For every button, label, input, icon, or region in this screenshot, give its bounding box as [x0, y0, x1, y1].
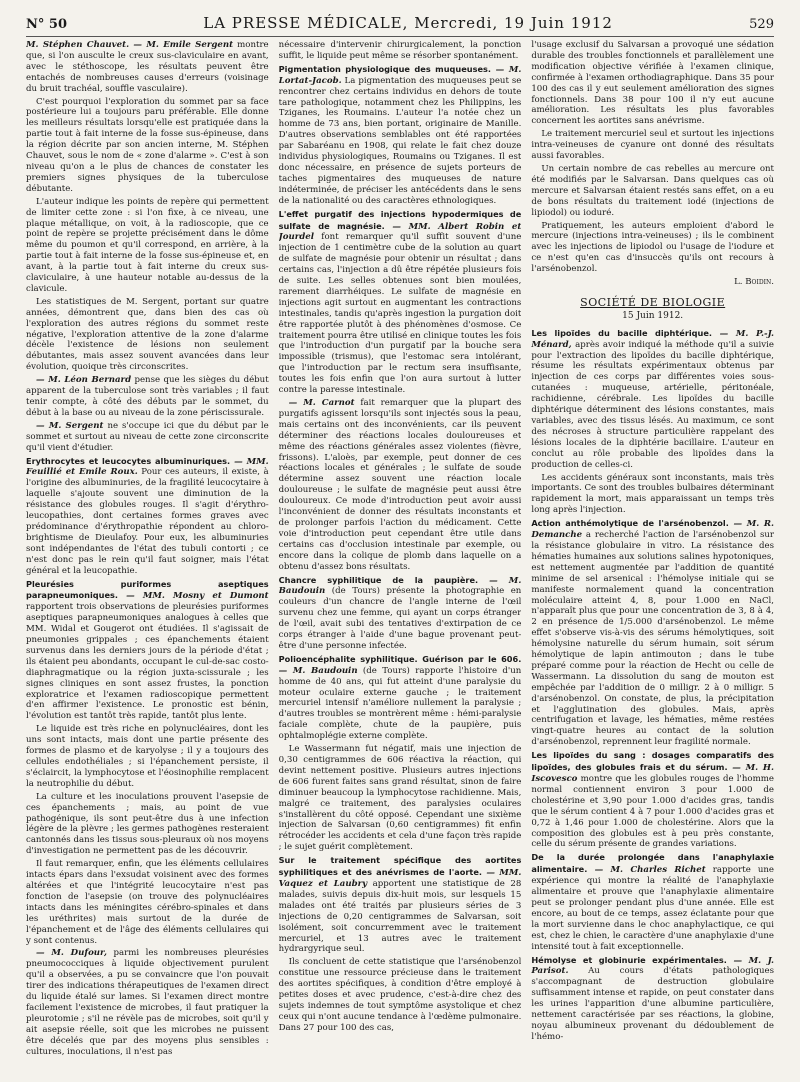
author-names: — M. Sergent	[36, 420, 104, 431]
report-heading: Action anthémolytique de l'arsénobenzol.	[531, 518, 729, 529]
issue-number: N° 50	[26, 17, 67, 32]
author-names: — M. Léon Bernard	[36, 375, 132, 386]
paragraph	[26, 375, 269, 419]
author-names: — MM. Albert Robin et Jourdel	[278, 221, 522, 243]
paragraph-text: L'auteur indique les points de repère qui permettent de limiter cette zone : si l'on fixe, à ce niveau, une plaque métallique, on voit, à la radioscopie, que ce point de repère se projette précisément dans le dôme même du poumon et qu'il correspond, en arrière, à la partie tout à fait interne de la fosse sus-épineuse et, en avant, à la partie tout à fait interne du creux sus-claviculaire, à une hauteur notable au-dessus de la clavicule.	[26, 196, 269, 294]
paragraph-text: montre que, si l'on ausculte le creux sus-claviculaire en avant, avec le stéthoscope, les résultats peuvent être entachés de nombreuses causes d'erreurs (voisinage du bruit trachéal, souffle vasculaire).	[26, 40, 269, 94]
paragraph	[531, 40, 774, 127]
paragraph	[26, 792, 269, 857]
paragraph	[531, 473, 774, 517]
author-names: — MM. Feuillié et Emile Roux.	[26, 456, 269, 478]
paragraph	[531, 221, 774, 276]
paragraph-text: (de Tours) rapporte l'histoire d'un homme de 40 ans, qui fut atteint d'une paralysie du moteur oculaire externe gauche ; le traitement mercuriel intensif n'améliore nullement la paralysie ; d'autres troubles se montrèrent même : hémi-paralysie faciale complète, chute de la paupière, puis ophtalmoplégie externe complète.	[278, 665, 522, 742]
journal-name: LA PRESSE MÉDICALE,	[203, 14, 409, 32]
report-paragraph	[279, 64, 522, 207]
author-names: — M. H. Iscovesco	[531, 763, 774, 784]
report-paragraph	[279, 855, 522, 955]
paragraph	[26, 948, 269, 1057]
paragraph-text: nécessaire d'intervenir chirurgicalement, la ponction suffit, le liquide peut même se résorber spontanément.	[278, 40, 522, 61]
paragraph-text: apportent une statistique de 28 malades, suivis depuis dix-huit mois, sur lesquels 15 malades ont été traités par plusieurs séries de 3 injections de 0,20 centigrammes de Salvarsan, soit isolément, soit concurremment avec le traitement mercuriel, et 13 autres avec le traitement hydrargyrique seul.	[278, 878, 522, 955]
paragraph-text: Pratiquement, les auteurs emploient d'abord le mercure (injections intra-veineuses) ; ils le combinent avec les injections de lipiodol ou l'usage de l'iodure et ce n'est qu'en cas d'insuccès qu'ils ont recours à l'arsénobenzol.	[531, 220, 774, 275]
report-heading: Polioencéphalite syphilitique. Guérison par le 606.	[278, 653, 522, 664]
paragraph-text: Le traitement mercuriel seul et surtout les injections intra-veineuses de cyanure ont donné des résultats aussi favorables.	[531, 129, 774, 162]
paragraph-text: (de Tours) présente la photographie en couleurs d'un chancre de l'angle interne de l'œil survenu chez une femme, qui ayant un corps étranger de l'œil, avait subi des tentatives d'extirpation de ce corps étranger à l'aide d'une bague provenant peut-être d'une personne infectée.	[278, 586, 522, 651]
paragraph-text: Un certain nombre de cas rebelles au mercure ont été modifiés par le Salvarsan. Dans quelques cas où mercure et Salvarsan étaient restés sans effet, on a eu de bons résultats du traitement iodé (injections de lipiodol) ou ioduré.	[531, 163, 774, 218]
report-paragraph	[531, 955, 774, 1043]
author-names: — M. P.-J. Ménard,	[531, 328, 774, 350]
paragraph	[26, 40, 269, 95]
page-header	[26, 14, 774, 37]
column-1	[26, 40, 269, 1074]
paragraph-text: Le liquide est très riche en polynucléaires, dont les uns sont intacts, mais dont une partie présente des formes de plasmo et de karyolyse ; il y a toujours des cellules endothéliales ; si l'épanchement persiste, il s'éclaircit, la lymphocytose et l'éosinophilie remplacent la neutrophilie du début.	[26, 724, 269, 789]
paragraph-text: après avoir indiqué la méthode qu'il a suivie pour l'extraction des lipoïdes du bacille diphtérique, résume les résultats expérimentaux obtenus par injection de ces corps par différentes voies sous-cutanées : muqueuse, artérielle, péritonéale, rachidienne, cérébrale. Les lipoïdes du bacille diphtérique déterminent des lésions constantes, mais variables, avec des tissus lésés. Au maximum, ce sont des nécroses à structure particulière rappelant des lésions locales de la diphtérie bacillaire. L'auteur en conclut au rôle probable des lipoïdes dans la production de celles-ci.	[531, 339, 774, 470]
paragraph-text: Il faut remarquer, enfin, que les éléments cellulaires intacts épars dans l'exsudat voisinent avec des formes altérées et que l'intégrité leucocytaire n'est pas fonction de l'asepsie (on trouve des polynucléaires intacts dans les méningites cérébro-spinales et dans les uréthrites) mais surtout de la durée de l'épanchement et de l'âge des éléments cellulaires qui y sont contenus.	[26, 859, 269, 946]
paragraph-text: font remarquer qu'il suffit souvent d'une injection de 1 centimètre cube de la solution au quart de sulfate de magnésie pour obtenir un résultat ; dans certains cas, l'injection a dû être répétée plusieurs fois de suite. Les selles obtenues sont bien moulées, rarement diarrhéiques. Le sulfate de magnésie en injections agit surtout en augmentant les contractions intestinales, tandis qu'après ingestion la purgation doit être rapportée plutôt à des phénomènes d'osmose. Ce traitement pourra être utilisé en clinique toutes les fois que l'introduction d'un purgatif par la bouche sera impossible (trismus), que l'estomac sera intolérant, que l'introduction par le rectum sera insuffisante, toutes les fois enfin que l'on aura surtout à lutter contre la paresse intestinale.	[278, 232, 522, 396]
report-heading: Chancre syphilitique de la paupière.	[278, 574, 479, 585]
section-title: SOCIÉTÉ DE BIOLOGIE	[580, 295, 726, 309]
article-columns	[26, 40, 774, 1074]
paragraph	[26, 97, 269, 195]
page-number: 529	[749, 17, 774, 32]
author-names: — M. J. Parisot.	[531, 955, 774, 977]
paragraph	[26, 724, 269, 789]
paragraph-text: Pour ces auteurs, il existe, à l'origine des albuminuries, de la fragilité leucocytaire à laquelle s'ajoute souvent une diminution de la résistance des globules rouges. Il s'agit d'érythro-leucopathies, dont certaines formes graves avec prédominance d'érythropathie répondent au chloro-brightisme de Dieulafoy. Pour eux, les albuminuries sont indépendantes de l'état des tubuli contorti ; ce n'est donc pas le rein qu'il faut soigner, mais l'état général et la leucopathie.	[26, 467, 269, 576]
report-heading: Sur le traitement spécifique des aortites syphilitiques et des anévrismes de l'aorte.	[278, 855, 522, 878]
report-heading: Erythrocytes et leucocytes albuminuriques.	[26, 455, 231, 466]
report-paragraph	[279, 575, 522, 652]
report-paragraph	[279, 654, 522, 742]
paragraph-text: a recherché l'action de l'arsénobenzol sur la résistance globulaire in vitro. La résistance des hématies humaines aux solutions salines hypotoniques, est nettement augmentée par l'addition de quantité minime de sel arsenical : l'hémolyse initiale qui se manifeste normalement quand la concentration moléculaire atteint 4, 8, pour 1.000 en NaCl, n'apparaît plus que pour une concentration de 3, 8 à 4, 2 en présence de 1/5.000 d'arsénobenzol. Le même effet s'observe vis-à-vis des sérums hémolytiques, soit hémolysine naturelle du sérum humain, soit sérum hémolytique de lapin antimouton ; dans le tube préparé comme pour la réaction de Hecht ou celle de Wassermann. La dissolution du sang de mouton est empêchée par l'addition de 0 milligr. 2 à 0 milligr. 5 d'arsénobenzol. On constate, de plus, la précipitation et l'agglutination des globules. Mais, après centrifugation et lavage, les hématies, même restées vingt-quatre heures au contact de la solution d'arsénobenzol, reprennent leur fragilité normale.	[531, 530, 774, 748]
issue-date: Mercredi, 19 Juin 1912	[414, 14, 613, 32]
report-paragraph	[26, 456, 269, 577]
report-paragraph	[531, 328, 774, 471]
signature: L. Boidin.	[734, 277, 774, 288]
author-names: M. Stéphen Chauvet. — M. Emile Sergent	[26, 40, 234, 50]
report-heading: Les lipoïdes du sang : dosages comparatifs des lipoïdes, des globules frais et du sérum.	[531, 750, 774, 773]
column-2	[279, 40, 522, 1074]
paragraph-text: Au cours d'états pathologiques s'accompagnant de destruction globulaire suffisamment intense et rapide, on peut constater dans les urines l'apparition d'une albumine particulière, nettement caractérisée par ses réactions, la globine, noyau albumineux provenant du dédoublement de l'hémo-	[531, 966, 774, 1042]
author-names: — M. Dufour,	[36, 948, 107, 959]
paragraph-text: Les accidents généraux sont inconstants, mais très importants. Ce sont des troubles bulbaires déterminant rapidement la mort, mais apparaissant un temps très long après l'injection.	[531, 472, 774, 516]
report-paragraph	[531, 518, 774, 748]
paragraph-text: fait remarquer que la plupart des purgatifs agissent lorsqu'ils sont injectés sous la peau, mais certains ont des inconvénients, car ils peuvent déterminer des réactions locales douloureuses et même des réactions générales assez violentes (fièvre, frissons). L'aloès, par exemple, peut donner de ces réactions locales et générales ; le sulfate de soude détermine assez souvent une réaction locale douloureuse ; le sulfate de magnésie peut aussi être douloureux. Ce mode d'introduction peut avoir aussi l'inconvénient de donner des résultats inconstants et de prolonger parfois l'action du médicament. Cette voie d'introduction peut cependant être utile dans certains cas d'occlusion intestinale par exemple, ou encore dans la colique de plomb dans laquelle on a obtenu d'assez bons résultats.	[278, 398, 522, 572]
author-names: — M. R. Demanche	[531, 519, 774, 541]
author-names: — M. Charles Richet	[587, 865, 706, 876]
report-heading: L'effet purgatif des injections hypodermiques de sulfate de magnésie.	[278, 208, 522, 231]
paragraph-text: l'usage exclusif du Salvarsan a provoqué une sédation durable des troubles fonctionnels et parallèlement une modification objective vérifiée à l'examen clinique, confirmée à l'examen orthodiagraphique. Dans 35 pour 100 des cas il y eut seulement amélioration des signes fonctionnels. Dans 38 pour 100 il n'y eut aucune amélioration. Les résultats les plus favorables concernent les aortites sans anévrisme.	[531, 40, 774, 127]
paragraph-text: parmi les nombreuses pleurésies pneumococciques à liquide objectivement purulent qu'il a observées, a pu se convaincre que l'on pouvait tirer des indications thérapeutiques de l'examen direct du liquide étalé sur lames. Si l'examen direct montre facilement l'existence de microbes, il faut pratiquer la pleurotomie ; s'il ne révèle pas de microbes, soit qu'il y ait asepsie réelle, soit que les microbes ne puissent être décelés que par des moyens plus sensibles : cultures, inoculations, il n'est pas	[26, 948, 269, 1057]
author-names: — M. Lortat-Jacob.	[278, 64, 522, 86]
paragraph	[279, 957, 522, 1033]
paragraph	[531, 164, 774, 219]
paragraph	[279, 398, 522, 573]
paragraph	[279, 744, 522, 853]
paragraph	[26, 421, 269, 454]
report-paragraph	[531, 750, 774, 850]
paragraph	[26, 197, 269, 295]
paragraph	[26, 297, 269, 373]
report-paragraph	[531, 852, 774, 952]
author-names: — M. Carnot	[288, 398, 355, 408]
report-heading: Hémolyse et globinurie expérimentales.	[531, 954, 727, 965]
paragraph-text: Le Wassermann fut négatif, mais une injection de 0,30 centigrammes de 606 réactiva la réaction, qui devint nettement positive. Plusieurs autres injections de 606 furent faites sans grand résultat, sinon de faire diminuer beaucoup la lymphocytose rachidienne. Mais, malgré ce traitement, des paralysies oculaires s'installèrent du côté opposé. Cependant une sixième injection de Salvarsan (0,60 centigrammes) fit enfin rétrocéder les accidents et cela d'une façon très rapide ; le sujet guérit complètement.	[278, 744, 522, 853]
journal-title	[203, 14, 613, 32]
section-date: 15 Juin 1912.	[622, 310, 684, 321]
author-names: — M. Baudouin	[278, 665, 358, 676]
paragraph-text: ne s'occupe ici que du début par le sommet et surtout au niveau de cette zone circonscrite qu'il vient d'étudier.	[26, 420, 269, 453]
author-names: — MM. Mosny et Dumont	[118, 591, 269, 602]
author-names: — M. Baudouin	[278, 575, 522, 597]
paragraph-text: Les statistiques de M. Sergent, portant sur quatre années, démontrent que, dans bien des cas où l'exploration des autres régions du sommet reste négative, l'exploration attentive de la zone d'alarme décèle l'existence de lésions non seulement débutantes, mais assez souvent avancées dans leur évolution, quoique très circonscrites.	[26, 296, 269, 373]
report-paragraph	[279, 209, 522, 396]
paragraph-text: La culture et les inoculations prouvent l'asepsie de ces épanchements ; mais, au point de vue pathogénique, ils sont peut-être dus à une infection légère de la plèvre ; les germes pathogènes resteraient cantonnés dans les tissus sous-pleuraux où nos moyens d'investigation ne permettent pas de les découvrir.	[26, 791, 269, 857]
report-heading: Pleurésies puriformes aseptiques parapneumoniques.	[26, 578, 269, 601]
paragraph-text: rapportent trois observations de pleurésies puriformes aseptiques parapneumoniques analogues à celles que MM. Widal et Gougerot ont étudiées. Il s'agissait de pneumonies grippales ; ces épanchements étaient survenus dans les derniers jours de la période d'état ; ils étaient peu abondants, occupant le cul-de-sac costo-diaphragmatique ou la région juxta-scissurale ; les signes cliniques en sont assez frustes, la ponction exploratrice et l'examen radioscopique permettent d'en affirmer l'existence. Le pronostic est bénin, l'évolution est tantôt très rapide, tantôt plus lente.	[26, 602, 269, 722]
paragraph	[26, 859, 269, 946]
paragraph-text: Ils concluent de cette statistique que l'arsénobenzol constitue une ressource précieuse dans le traitement des aortites spécifiques, à condition d'être employé à petites doses et avec prudence, c'est-à-dire chez des sujets indemnes de tout symptôme asystolique et chez ceux qui n'ont aucune tendance à l'œdème pulmonaire. Dans 27 pour 100 des cas,	[278, 957, 522, 1033]
paragraph	[531, 129, 774, 162]
report-heading: Pigmentation physiologique des muqueuses.	[278, 63, 492, 74]
report-heading: De la durée prolongée dans l'anaphylaxie alimentaire.	[531, 852, 774, 875]
author-names: — MM. Vaquez et Laubry	[278, 868, 522, 889]
paragraph	[279, 40, 522, 62]
report-paragraph	[26, 579, 269, 723]
paragraph-text: rapporte une expérience qui montre la réalité de l'anaphylaxie alimentaire et prouve que l'anaphylaxie alimentaire peut se prolonger pendant plus d'une année. Elle est encore, au bout de ce temps, assez éclatante pour que la mort survienne dans le choc anaphylactique, ce qui est, chez le chien, le caractère d'une anaphylaxie d'une intensité tout à fait exceptionnelle.	[531, 865, 774, 952]
paragraph-text: La pigmentation des muqueuses peut se rencontrer chez certains individus en dehors de toute tare pathologique, notamment chez les Philippins, les Tziganes, les Roumains. L'auteur l'a notée chez un homme de 73 ans, bien portant, originaire de Manille. D'autres observations semblables ont été rapportées par Sabaréanu en 1908, qui relate le fait chez douze individus physiologiques, Roumains ou Tziganes. Il est donc nécessaire, en présence de sujets porteurs de taches pigmentaires des muqueuses de nature indéterminée, de préciser les antécédents dans le sens de la nationalité ou des caractères ethnologiques.	[278, 75, 522, 206]
paragraph-text: C'est pourquoi l'exploration du sommet par sa face postérieure lui a toujours paru préférable. Elle donne les meilleurs résultats lorsqu'elle est pratiquée dans la partie tout à fait interne de la fosse sus-épineuse, dans la région décrite par son ancien interne, M. Stéphen Chauvet, sous le nom de « zone d'alarme ». C'est à son niveau qu'on a le plus de chances de constater les premiers signes physiques de la tuberculose débutante.	[26, 96, 269, 194]
paragraph-text: montre que les globules rouges de l'homme normal contiennent environ 3 pour 1.000 de cholestérine et 3,90 pour 1.000 d'acides gras, tandis que le sérum contient 4 à 7 pour 1.000 d'acides gras et 0,72 à 1,46 pour 1.000 de cholestérine. Alors que la composition des globules est à peu près constante, celle du sérum présente de grandes variations.	[531, 774, 774, 850]
report-heading: Les lipoïdes du bacille diphtérique.	[531, 327, 713, 338]
paragraph-text: pense que les sièges du début apparent de la tuberculose sont très variables ; il faut tenir compte, à côté des débuts par le sommet, du début à la base ou au niveau de la zone périscissurale.	[26, 375, 269, 418]
column-3	[531, 40, 774, 1074]
